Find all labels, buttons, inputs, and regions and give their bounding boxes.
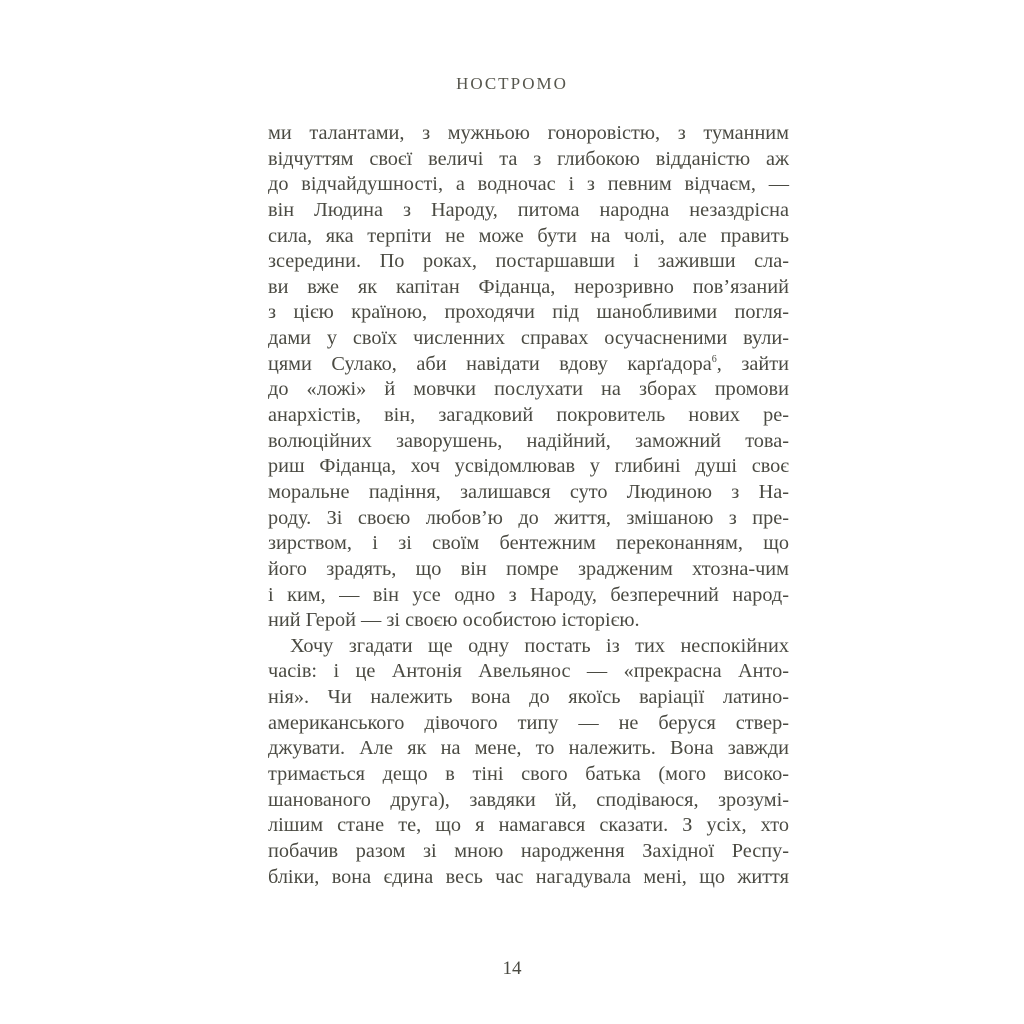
body-text: [268, 121, 789, 890]
text-line: до «ложі» й мовчки послухати на зборах промови: [268, 378, 789, 401]
text-line: до відчайдушності, а водночас і з певним відчаєм, —: [268, 173, 789, 196]
text-line: він Людина з Народу, питома народна незаздрісна: [268, 198, 789, 221]
text-line: і ким, — він усе одно з Народу, безперечний народ-: [268, 583, 789, 606]
line-text: цями Сулако, аби навідати вдову карґадора: [268, 352, 712, 375]
text-line: риш Фіданца, хоч усвідомлював у глибині душі своє: [268, 455, 789, 478]
text-line: волюційних заворушень, надійний, заможний това-: [268, 429, 789, 452]
text-line: з цією країною, проходячи під шанобливими погля-: [268, 301, 789, 324]
text-line: моральне падіння, залишався суто Людиною з На-: [268, 480, 789, 503]
line-text-tail: , зайти: [716, 352, 789, 375]
text-line: роду. Зі своєю любов’ю до життя, змішаною з пре-: [268, 506, 789, 529]
text-line: ми талантами, з мужньою гоноровістю, з туманним: [268, 122, 789, 144]
text-line: американського дівочого типу — не беруся ствер-: [268, 711, 789, 734]
text-line: часів: і це Антонія Авельянос — «прекрасна Анто-: [268, 660, 789, 683]
text-line-with-footnote: [268, 352, 789, 378]
text-line: зирством, і зі своїм бентежним переконанням, що: [268, 532, 789, 555]
text-line: його зрадять, що він помре зрадженим хтозна-чим: [268, 557, 789, 580]
paragraph-end-line: ний Герой — зі своєю особистою історією.: [268, 609, 640, 632]
text-line: нія». Чи належить вона до якоїсь варіації латино-: [268, 686, 789, 709]
text-line: джувати. Але як на мене, то належить. Вона завжди: [268, 737, 789, 760]
text-line: шанованого друга), завдяки їй, сподіваюся, зрозумі-: [268, 788, 789, 811]
text-line: бліки, вона єдина весь час нагадувала мені, що життя: [268, 865, 789, 888]
text-line: зсередини. По роках, постаршавши і заживши сла-: [268, 250, 789, 273]
running-head: НОСТРОМО: [456, 74, 568, 93]
text-line: побачив разом зі мною народження Західної Респу-: [268, 839, 789, 862]
page-number: 14: [502, 958, 522, 979]
paragraph-start-line: Хочу згадати ще одну постать із тих неспокійних: [290, 634, 789, 657]
footnote-marker[interactable]: 6: [711, 353, 717, 365]
text-line: дами у своїх численних справах осучасненими вули-: [268, 327, 789, 350]
text-line: сила, яка терпіти не може бути на чолі, але править: [268, 224, 789, 247]
text-line: тримається дещо в тіні свого батька (мого високо-: [268, 763, 789, 786]
text-line: лішим стане те, що я намагався сказати. З усіх, хто: [268, 814, 789, 837]
text-line: ви вже як капітан Фіданца, нерозривно пов’язаний: [268, 275, 789, 298]
text-line: відчуттям своєї величі та з глибокою відданістю аж: [268, 147, 789, 170]
text-line: анархістів, він, загадковий покровитель нових ре-: [268, 404, 789, 427]
